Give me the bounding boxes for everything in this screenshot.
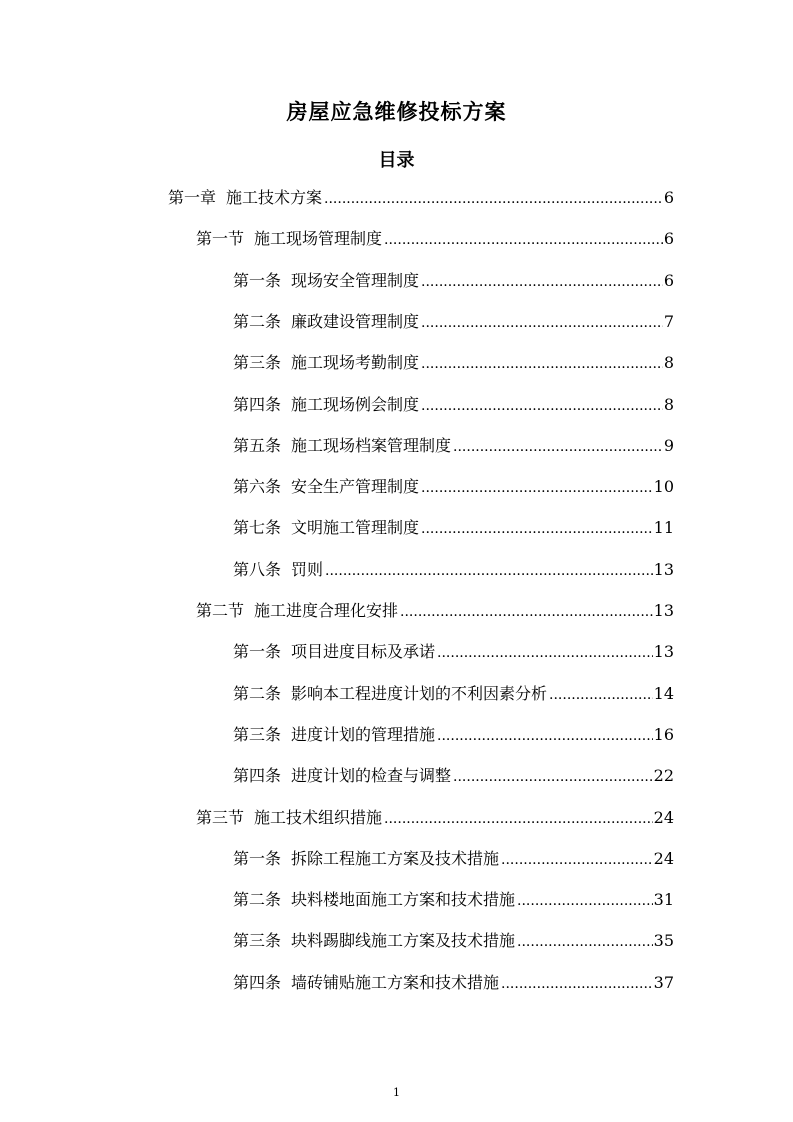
toc-entry[interactable]: [196, 806, 674, 830]
toc-entry-number: 第五条: [233, 436, 282, 455]
toc-entry-page: 16: [653, 725, 674, 744]
toc-entry-title: 廉政建设管理制度: [291, 312, 420, 331]
toc-entry-number: 第八条: [233, 560, 282, 579]
toc-entry[interactable]: [233, 393, 674, 417]
toc-entry-title: 文明施工管理制度: [291, 518, 420, 537]
toc-entry-number: 第一节: [196, 229, 245, 248]
toc-entry[interactable]: [233, 558, 674, 582]
toc-entry-page: 13: [653, 642, 674, 661]
toc-entry-title: 墙砖铺贴施工方案和技术措施: [291, 973, 500, 992]
toc-entry-title: 施工现场考勤制度: [291, 353, 420, 372]
toc-entry[interactable]: [233, 351, 674, 375]
toc-entry[interactable]: [233, 310, 674, 334]
toc-dot-leader: [453, 765, 653, 789]
toc-entry[interactable]: [233, 971, 674, 995]
toc-dot-leader: [400, 600, 653, 624]
toc-entry-page: 13: [653, 560, 674, 579]
toc-entry[interactable]: [233, 516, 674, 540]
toc-entry-number: 第二条: [233, 312, 282, 331]
toc-entry[interactable]: [233, 723, 674, 747]
toc-entry-page: 14: [653, 684, 674, 703]
toc-entry-title: 施工技术方案: [226, 188, 323, 207]
toc-dot-leader: [549, 683, 653, 707]
toc-entry[interactable]: [233, 269, 674, 293]
toc-entry-number: 第三节: [196, 808, 245, 827]
toc-entry-title: 安全生产管理制度: [291, 477, 420, 496]
toc-heading: 目录: [378, 150, 415, 171]
toc-entry-number: 第一条: [233, 271, 282, 290]
toc-entry-title: 罚则: [291, 560, 324, 579]
toc-entry-number: 第二条: [233, 684, 282, 703]
toc-dot-leader: [501, 848, 653, 872]
toc-entry-page: 8: [663, 395, 674, 414]
toc-dot-leader: [501, 972, 653, 996]
toc-entry-number: 第一条: [233, 642, 282, 661]
toc-entry-title: 块料楼地面施工方案和技术措施: [291, 890, 516, 909]
toc-entry-number: 第三条: [233, 931, 282, 950]
toc-entry-title: 施工现场管理制度: [254, 229, 383, 248]
toc-entry[interactable]: [233, 888, 674, 912]
toc-entry-number: 第三条: [233, 725, 282, 744]
toc-entry-title: 块料踢脚线施工方案及技术措施: [291, 931, 516, 950]
toc-entry-page: 13: [653, 601, 674, 620]
toc-entry[interactable]: [233, 764, 674, 788]
toc-entry-page: 11: [653, 518, 674, 537]
toc-entry-title: 施工现场例会制度: [291, 395, 420, 414]
toc-entry[interactable]: [233, 434, 674, 458]
toc-dot-leader: [517, 889, 653, 913]
toc-dot-leader: [324, 187, 663, 211]
document-title: 房屋应急维修投标方案: [286, 100, 507, 124]
toc-dot-leader: [421, 476, 653, 500]
toc-entry-number: 第二条: [233, 890, 282, 909]
toc-entry-page: 9: [663, 436, 674, 455]
toc-entry-number: 第四条: [233, 766, 282, 785]
toc-entry-title: 进度计划的管理措施: [291, 725, 436, 744]
toc-entry[interactable]: [233, 640, 674, 664]
toc-entry-page: 8: [663, 353, 674, 372]
toc-entry-number: 第四条: [233, 395, 282, 414]
toc-entry-number: 第二节: [196, 601, 245, 620]
toc-entry-page: 6: [663, 188, 674, 207]
toc-dot-leader: [384, 228, 663, 252]
toc-dot-leader: [421, 394, 663, 418]
toc-entry[interactable]: [233, 475, 674, 499]
toc-entry-number: 第三条: [233, 353, 282, 372]
toc-entry-number: 第六条: [233, 477, 282, 496]
toc-entry-title: 进度计划的检查与调整: [291, 766, 452, 785]
toc-entry-title: 施工现场档案管理制度: [291, 436, 452, 455]
toc-entry-page: 24: [653, 849, 674, 868]
toc-entry-title: 施工技术组织措施: [254, 808, 383, 827]
toc-entry-page: 24: [653, 808, 674, 827]
toc-dot-leader: [437, 641, 653, 665]
toc-entry-page: 10: [653, 477, 674, 496]
toc-dot-leader: [517, 930, 653, 954]
toc-entry-number: 第七条: [233, 518, 282, 537]
toc-entry-page: 6: [663, 229, 674, 248]
page-number: 1: [393, 1086, 400, 1099]
toc-entry-page: 35: [653, 931, 674, 950]
toc-dot-leader: [421, 517, 653, 541]
toc-entry-page: 37: [653, 973, 674, 992]
toc-entry-page: 31: [653, 890, 674, 909]
toc-dot-leader: [421, 311, 663, 335]
toc-entry-number: 第一条: [233, 849, 282, 868]
toc-dot-leader: [384, 807, 653, 831]
toc-entry[interactable]: [196, 227, 674, 251]
toc-entry-title: 施工进度合理化安排: [254, 601, 399, 620]
toc-entry-title: 项目进度目标及承诺: [291, 642, 436, 661]
toc-dot-leader: [437, 724, 653, 748]
toc-entry[interactable]: [233, 929, 674, 953]
toc-entry-title: 拆除工程施工方案及技术措施: [291, 849, 500, 868]
toc-entry[interactable]: [196, 599, 674, 623]
toc-entry-page: 7: [663, 312, 674, 331]
toc-entry[interactable]: [233, 847, 674, 871]
toc-entry[interactable]: [168, 186, 674, 210]
toc-entry-title: 影响本工程进度计划的不利因素分析: [291, 684, 548, 703]
toc-entry-page: 22: [653, 766, 674, 785]
toc-dot-leader: [421, 270, 663, 294]
toc-entry-title: 现场安全管理制度: [291, 271, 420, 290]
toc-dot-leader: [421, 352, 663, 376]
toc-entry-number: 第四条: [233, 973, 282, 992]
toc-dot-leader: [325, 559, 653, 583]
toc-dot-leader: [453, 435, 663, 459]
toc-entry-page: 6: [663, 271, 674, 290]
toc-entry-number: 第一章: [168, 188, 217, 207]
toc-entry[interactable]: [233, 682, 674, 706]
